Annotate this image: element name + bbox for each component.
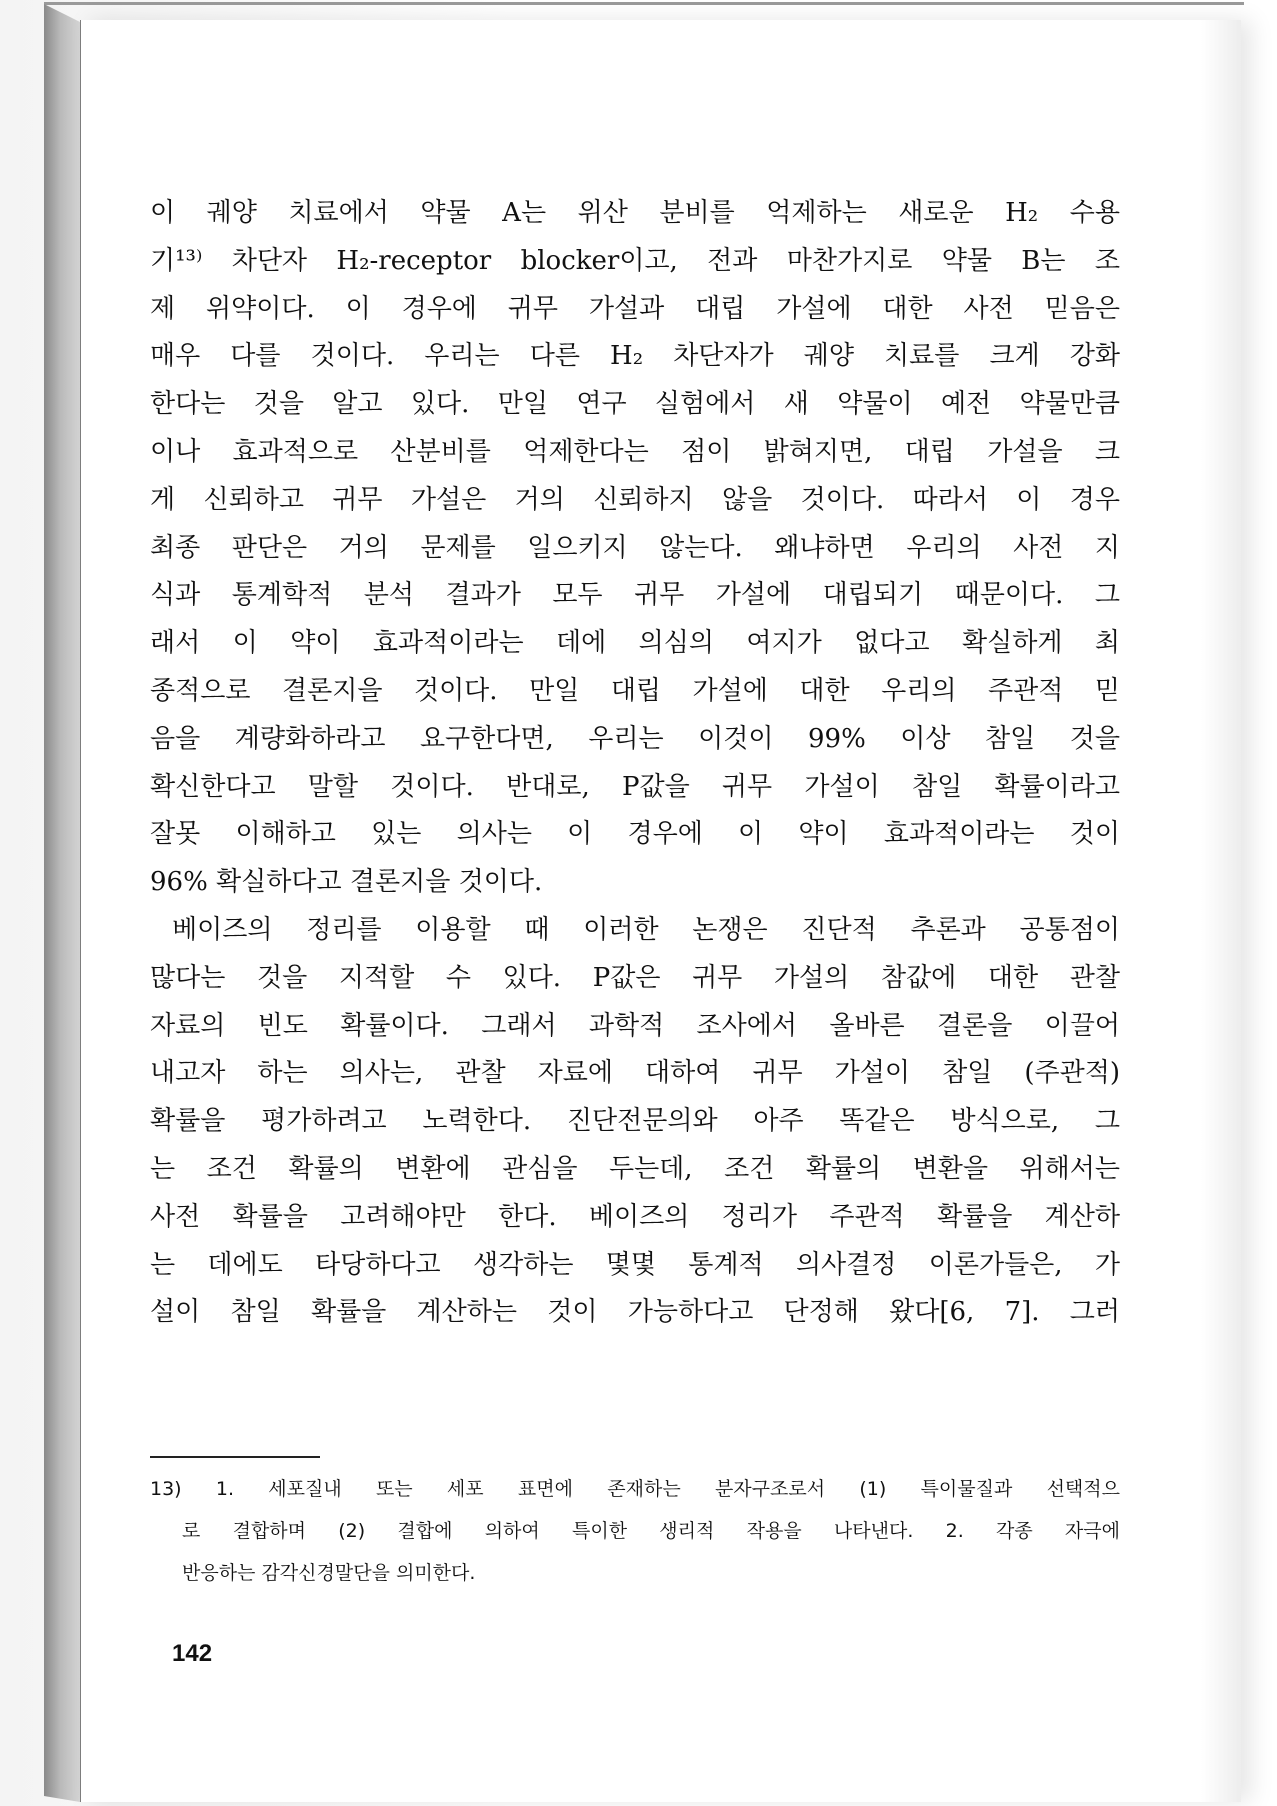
footnote-block bbox=[150, 1468, 1120, 1594]
body-line: 는 데에도 타당하다고 생각하는 몇몇 통계적 의사결정 이론가들은, 가 bbox=[150, 1249, 1120, 1280]
body-line: 이 궤양 치료에서 약물 A는 위산 분비를 억제하는 새로운 H₂ 수용 bbox=[150, 198, 1120, 228]
body-line: 잘못 이해하고 있는 의사는 이 경우에 이 약이 효과적이라는 것이 bbox=[150, 819, 1120, 850]
body-line: 96% 확실하다고 결론지을 것이다. bbox=[150, 867, 543, 898]
book-top-edge bbox=[44, 2, 1244, 5]
page-right-shade bbox=[1201, 20, 1241, 1802]
footnote-line: 로 결합하며 (2) 결합에 의하여 특이한 생리적 작용을 나타낸다. 2. 각종 자극에 bbox=[182, 1520, 1120, 1542]
footnote-line: 반응하는 감각신경말단을 의미한다. bbox=[182, 1562, 476, 1584]
footnote-divider bbox=[150, 1456, 320, 1458]
body-line: 음을 계량화하라고 요구한다면, 우리는 이것이 99% 이상 참일 것을 bbox=[150, 723, 1120, 754]
body-line: 래서 이 약이 효과적이라는 데에 의심의 여지가 없다고 확실하게 최 bbox=[150, 628, 1120, 659]
footnote-line: 13) 1. 세포질내 또는 세포 표면에 존재하는 분자구조로서 (1) 특이물질과 선택적으 bbox=[150, 1478, 1120, 1500]
body-line: 식과 통계학적 분석 결과가 모두 귀무 가설에 대립되기 때문이다. 그 bbox=[150, 580, 1120, 611]
body-text bbox=[150, 190, 1120, 1337]
body-line: 많다는 것을 지적할 수 있다. P값은 귀무 가설의 참값에 대한 관찰 bbox=[150, 962, 1120, 993]
body-line: 는 조건 확률의 변환에 관심을 두는데, 조건 확률의 변환을 위해서는 bbox=[150, 1153, 1120, 1184]
body-line: 사전 확률을 고려해야만 한다. 베이즈의 정리가 주관적 확률을 계산하 bbox=[150, 1201, 1120, 1232]
body-line: 내고자 하는 의사는, 관찰 자료에 대하여 귀무 가설이 참일 (주관적) bbox=[150, 1058, 1120, 1089]
book-spine bbox=[44, 4, 80, 1802]
body-line: 설이 참일 확률을 계산하는 것이 가능하다고 단정해 왔다[6, 7]. 그러 bbox=[150, 1297, 1120, 1328]
body-line: 종적으로 결론지을 것이다. 만일 대립 가설에 대한 우리의 주관적 믿 bbox=[150, 675, 1120, 706]
body-line: 베이즈의 정리를 이용할 때 이러한 논쟁은 진단적 추론과 공통점이 bbox=[172, 914, 1120, 945]
body-line: 확신한다고 말할 것이다. 반대로, P값을 귀무 가설이 참일 확률이라고 bbox=[150, 771, 1120, 802]
body-line: 기¹³⁾ 차단자 H₂-receptor blocker이고, 전과 마찬가지로 약물 B는 조 bbox=[150, 245, 1120, 276]
body-line: 이나 효과적으로 산분비를 억제한다는 점이 밝혀지면, 대립 가설을 크 bbox=[150, 436, 1120, 467]
body-line: 자료의 빈도 확률이다. 그래서 과학적 조사에서 올바른 결론을 이끌어 bbox=[150, 1010, 1120, 1041]
body-line: 한다는 것을 알고 있다. 만일 연구 실험에서 새 약물이 예전 약물만큼 bbox=[150, 389, 1120, 420]
page-number: 142 bbox=[172, 1640, 213, 1667]
body-line: 게 신뢰하고 귀무 가설은 거의 신뢰하지 않을 것이다. 따라서 이 경우 bbox=[150, 484, 1120, 515]
body-line: 확률을 평가하려고 노력한다. 진단전문의와 아주 똑같은 방식으로, 그 bbox=[150, 1106, 1120, 1137]
body-line: 최종 판단은 거의 문제를 일으키지 않는다. 왜냐하면 우리의 사전 지 bbox=[150, 532, 1120, 563]
body-line: 제 위약이다. 이 경우에 귀무 가설과 대립 가설에 대한 사전 믿음은 bbox=[150, 293, 1120, 324]
body-line: 매우 다를 것이다. 우리는 다른 H₂ 차단자가 궤양 치료를 크게 강화 bbox=[150, 341, 1120, 372]
